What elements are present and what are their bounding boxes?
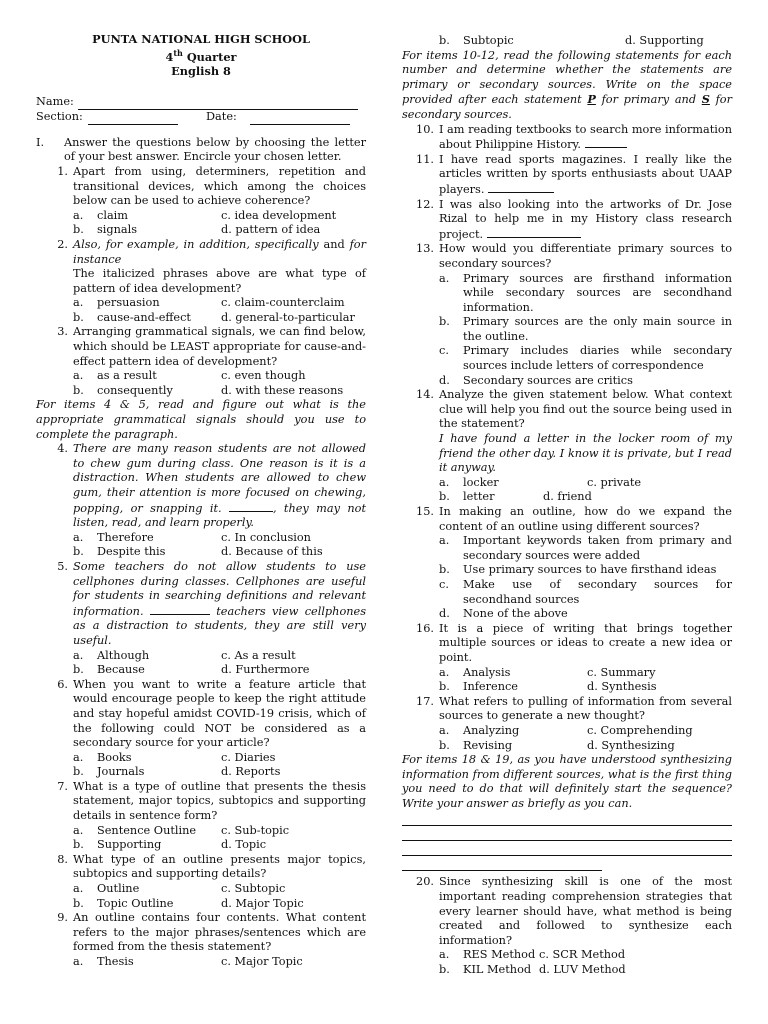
question-6-choices: a. Books c. Diaries b. Journals d. Reports xyxy=(73,751,366,780)
question-16: 16. It is a piece of writing that brings together multiple sources or ideas to create a new idea or point. xyxy=(416,621,732,664)
choice-14c[interactable]: c. private xyxy=(587,475,642,489)
choice-5d[interactable]: d. Furthermore xyxy=(221,663,310,677)
question-20: 20. Since synthesizing skill is one of the most important reading comprehension strategies that every learner should have, what method is being created and followed to synthesize each information? xyxy=(416,875,732,947)
choice-9d[interactable]: d. Supporting xyxy=(625,34,704,47)
choice-15a[interactable]: a. Important keywords taken from primary and secondary sources were added xyxy=(439,534,732,562)
question-5-choices: a. Although c. As a result b. Because d. Furthermore xyxy=(73,649,366,678)
question-9-choices-cont: b. Subtopic d. Supporting xyxy=(439,34,732,49)
choice-8d[interactable]: d. Major Topic xyxy=(221,896,304,910)
subject-title: English 8 xyxy=(171,63,231,78)
choice-15b[interactable]: b. Use primary sources to have firsthand ideas xyxy=(439,563,717,577)
school-name: PUNTA NATIONAL HIGH SCHOOL xyxy=(92,32,310,46)
choice-5a[interactable]: Although xyxy=(97,648,150,662)
choice-17b[interactable]: Revising xyxy=(463,738,513,752)
choice-4d[interactable]: d. Because of this xyxy=(221,545,323,559)
choice-9c[interactable]: c. Major Topic xyxy=(221,955,303,969)
choice-1b[interactable]: signals xyxy=(97,223,138,237)
choice-13c[interactable]: c. Primary includes diaries while secondary sources include letters of correspondence xyxy=(439,344,732,373)
choice-6d[interactable]: d. Reports xyxy=(221,765,281,779)
choice-1d[interactable]: d. pattern of idea xyxy=(221,223,321,237)
question-8-choices: a. Outline c. Subtopic b. Topic Outline d. Major Topic xyxy=(73,882,366,911)
instruction-items-10-12: For items 10-12, read the following statements for each number and determine whether the statements are primary or secondary sources. Write on the space provided after each statement P for primary and S for secondary sources. xyxy=(402,48,732,121)
choice-2d[interactable]: d. general-to-particular xyxy=(221,310,355,324)
choice-20c[interactable]: c. SCR Method xyxy=(539,948,626,962)
question-5: 5. Some teachers do not allow students to use cellphones during classes. Cellphones are useful for students in searching definitions and relevant information. teachers view cellphones as a distraction to students, they are still very useful. xyxy=(57,559,367,647)
choice-16d[interactable]: d. Synthesis xyxy=(587,680,657,694)
choice-6c[interactable]: c. Diaries xyxy=(221,750,276,764)
question-17: 17. What refers to pulling of information from several sources to generate a new thought? xyxy=(416,694,732,723)
choice-2b[interactable]: cause-and-effect xyxy=(97,310,191,324)
answer-line-2[interactable] xyxy=(402,826,732,841)
choice-13d[interactable]: d. Secondary sources are critics xyxy=(439,373,633,387)
date-label: Date: xyxy=(206,110,237,124)
choice-4a[interactable]: Therefore xyxy=(97,530,154,544)
choice-17c[interactable]: c. Comprehending xyxy=(587,723,693,737)
document-header xyxy=(36,32,366,78)
question-2: 2. Also, for example, in addition, specifically and for instance The italicized phrases above are what type of pattern of idea development? xyxy=(57,237,366,295)
choice-14d[interactable]: d. friend xyxy=(543,490,592,504)
choice-8c[interactable]: c. Subtopic xyxy=(221,882,286,896)
question-10: 10. I am reading textbooks to search more information about Philippine History. xyxy=(416,122,732,152)
blank-4[interactable] xyxy=(229,501,273,512)
choice-20a[interactable]: RES Method xyxy=(463,948,536,962)
choice-3c[interactable]: c. even though xyxy=(221,369,306,383)
question-2-choices: a. persuasion c. claim-counterclaim b. cause-and-effect d. general-to-particular xyxy=(73,296,366,325)
choice-6b[interactable]: Journals xyxy=(97,765,145,779)
choice-4c[interactable]: c. In conclusion xyxy=(221,530,311,544)
question-20-choices: a. RES Method c. SCR Method b. KIL Method d. LUV Method xyxy=(439,948,732,977)
choice-3a[interactable]: as a result xyxy=(97,369,157,383)
choice-16c[interactable]: c. Summary xyxy=(587,665,656,679)
name-row xyxy=(36,95,366,110)
choice-13b[interactable]: b. Primary sources are the only main source in the outline. xyxy=(439,315,732,343)
question-17-choices: a. Analyzing c. Comprehending b. Revising d. Synthesizing xyxy=(439,724,732,753)
choice-7c[interactable]: c. Sub-topic xyxy=(221,823,290,837)
question-11: 11. I have read sports magazines. I really like the articles written by sports enthusiasts about UAAP players. xyxy=(416,152,732,196)
answer-12-field[interactable] xyxy=(487,227,581,238)
question-1-choices: a. claim c. idea development b. signals d. pattern of idea xyxy=(73,209,366,238)
question-6: 6. When you want to write a feature article that would encourage people to keep the right attitude and stay hopeful amidst COVID-19 crisis, which of the following could NOT be considered as a secondary source for your article? xyxy=(57,677,366,750)
answer-11-field[interactable] xyxy=(488,182,554,193)
question-14: 14. Analyze the given statement below. What context clue will help you find out the source being used in the statement? I have found a letter in the locker room of my friend the other day. I know it is private, but I read it anyway. xyxy=(416,388,732,475)
question-12: 12. I was also looking into the artworks of Dr. Jose Rizal to help me in my History class research project. xyxy=(416,197,732,241)
answer-line-4[interactable] xyxy=(402,856,602,871)
choice-16b[interactable]: Inference xyxy=(463,680,518,694)
choice-17d[interactable]: d. Synthesizing xyxy=(587,738,675,752)
question-16-choices: a. Analysis c. Summary b. Inference d. Synthesis xyxy=(439,666,732,695)
choice-13a[interactable]: a. Primary sources are firsthand information while secondary sources are secondhand information. xyxy=(439,271,732,314)
question-1: 1. Apart from using, determiners, repetition and transitional devices, which among the choices below can be used to achieve coherence? xyxy=(57,164,366,208)
choice-3d[interactable]: d. with these reasons xyxy=(221,383,344,397)
choice-15d[interactable]: d. None of the above xyxy=(439,607,568,621)
question-7-choices: a. Sentence Outline c. Sub-topic b. Supporting d. Topic xyxy=(73,824,366,853)
choice-2c[interactable]: c. claim-counterclaim xyxy=(221,296,345,310)
quarter-title: 4th Quarter xyxy=(165,48,237,64)
answer-line-3[interactable] xyxy=(402,841,732,856)
blank-5[interactable] xyxy=(150,604,210,615)
section-field[interactable] xyxy=(88,113,178,125)
answer-lines-18-19 xyxy=(402,811,732,871)
question-4: 4. There are many reason students are not allowed to chew gum during class. One reason is it is a distraction. When students are allowed to chew gum, their attention is more focused on chewing, popping, or snapping it. , they may not listen, read, and learn properly. xyxy=(57,442,366,530)
choice-16a[interactable]: Analysis xyxy=(463,665,511,679)
right-column xyxy=(402,34,732,978)
choice-3b[interactable]: consequently xyxy=(97,383,173,397)
choice-8a[interactable]: Outline xyxy=(97,882,140,896)
choice-2a[interactable]: persuasion xyxy=(97,296,160,310)
question-9: 9. An outline contains four contents. What content refers to the major phrases/sentences which are formed from the thesis statement? xyxy=(57,911,366,954)
choice-14b[interactable]: letter xyxy=(463,490,495,504)
section-label: Section: xyxy=(36,110,83,124)
question-8: 8. What type of an outline presents major topics, subtopics and supporting details? xyxy=(57,852,366,881)
choice-6a[interactable]: Books xyxy=(97,750,132,764)
left-column xyxy=(36,32,366,970)
choice-9b[interactable]: Subtopic xyxy=(463,34,514,47)
choice-7a[interactable]: Sentence Outline xyxy=(97,823,197,837)
choice-7d[interactable]: d. Topic xyxy=(221,838,267,852)
question-9-choices: a. Thesis c. Major Topic xyxy=(73,955,366,970)
choice-7b[interactable]: Supporting xyxy=(97,838,162,852)
question-14-choices: a. locker c. private b. letter d. friend xyxy=(439,476,732,505)
quoted-statement: I have found a letter in the locker room of my friend the other day. I know it is private, but I read it anyway. xyxy=(439,432,732,475)
choice-20d[interactable]: d. LUV Method xyxy=(539,963,626,977)
question-7: 7. What is a type of outline that presents the thesis statement, major topics, subtopics and supporting details in sentence form? xyxy=(57,779,366,823)
choice-5c[interactable]: c. As a result xyxy=(221,648,296,662)
instruction-items-4-5: For items 4 & 5, read and figure out what is the appropriate grammatical signals should you use to complete the paragraph. xyxy=(36,398,366,441)
answer-line-1[interactable] xyxy=(402,811,732,826)
choice-5b[interactable]: Because xyxy=(97,663,145,677)
choice-17a[interactable]: Analyzing xyxy=(463,723,520,737)
date-field[interactable] xyxy=(250,113,350,125)
question-3-choices: a. as a result c. even though b. consequently d. with these reasons xyxy=(73,369,366,398)
student-info xyxy=(36,95,366,125)
choice-9a[interactable]: Thesis xyxy=(97,955,134,969)
choice-20b[interactable]: KIL Method xyxy=(463,963,532,977)
choice-15c[interactable]: c. Make use of secondary sources for secondhand sources xyxy=(439,577,732,606)
choice-1c[interactable]: c. idea development xyxy=(221,208,337,222)
question-4-choices: a. Therefore c. In conclusion b. Despite this d. Because of this xyxy=(73,531,366,560)
choice-1a[interactable]: claim xyxy=(97,208,129,222)
instruction-items-18-19: For items 18 & 19, as you have understood synthesizing information from different sources, what is the first thing you need to do that will definitely start the sequence? Write your answer as briefly as you can. xyxy=(402,753,732,810)
answer-10-field[interactable] xyxy=(585,137,627,148)
name-field[interactable] xyxy=(78,98,358,110)
choice-8b[interactable]: Topic Outline xyxy=(97,896,174,910)
question-13: 13. How would you differentiate primary sources to secondary sources? xyxy=(416,242,732,270)
part-one-instruction: I. Answer the questions below by choosing the letter of your best answer. Encircle your chosen letter. xyxy=(36,135,366,164)
question-15: 15. In making an outline, how do we expand the content of an outline using different sources? xyxy=(416,505,732,533)
choice-4b[interactable]: Despite this xyxy=(97,545,166,559)
choice-14a[interactable]: locker xyxy=(463,475,499,489)
question-3: 3. Arranging grammatical signals, we can find below, which should be LEAST appropriate for cause-and-effect pattern idea of development? xyxy=(57,325,366,368)
name-label: Name: xyxy=(36,95,74,109)
section-date-row xyxy=(36,110,366,125)
